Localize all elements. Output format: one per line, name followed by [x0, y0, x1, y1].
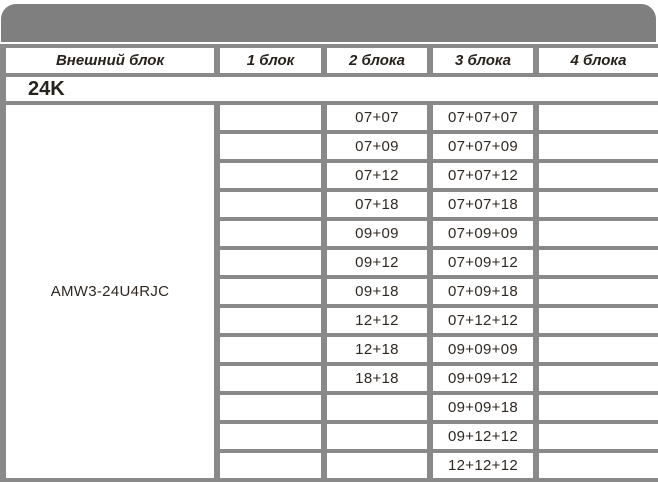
cell-1-block [217, 277, 324, 306]
cell-1-block [217, 335, 324, 364]
panel-header-bar [1, 4, 656, 42]
col-header-1-block: 1 блок [217, 46, 324, 75]
cell-3-blocks: 12+12+12 [430, 451, 536, 480]
cell-2-blocks: 12+18 [324, 335, 430, 364]
table-row [3, 103, 658, 132]
cell-3-blocks: 09+09+09 [430, 335, 536, 364]
cell-4-blocks [536, 451, 658, 480]
cell-4-blocks [536, 306, 658, 335]
cell-4-blocks [536, 161, 658, 190]
capacity-group-row [3, 75, 658, 103]
cell-4-blocks [536, 364, 658, 393]
cell-3-blocks: 07+07+09 [430, 132, 536, 161]
cell-1-block [217, 161, 324, 190]
cell-1-block [217, 103, 324, 132]
cell-4-blocks [536, 248, 658, 277]
cell-2-blocks [324, 393, 430, 422]
cell-1-block [217, 451, 324, 480]
col-header-2-blocks: 2 блока [324, 46, 430, 75]
cell-3-blocks: 07+09+18 [430, 277, 536, 306]
cell-4-blocks [536, 335, 658, 364]
cell-3-blocks: 09+09+18 [430, 393, 536, 422]
cell-2-blocks [324, 422, 430, 451]
cell-3-blocks: 07+07+12 [430, 161, 536, 190]
capacity-group-label: 24K [3, 75, 658, 103]
cell-1-block [217, 422, 324, 451]
cell-1-block [217, 190, 324, 219]
cell-3-blocks: 07+07+07 [430, 103, 536, 132]
cell-4-blocks [536, 103, 658, 132]
cell-1-block [217, 364, 324, 393]
cell-2-blocks: 09+09 [324, 219, 430, 248]
cell-4-blocks [536, 393, 658, 422]
cell-3-blocks: 07+12+12 [430, 306, 536, 335]
cell-1-block [217, 219, 324, 248]
cell-2-blocks: 12+12 [324, 306, 430, 335]
cell-2-blocks: 09+12 [324, 248, 430, 277]
cell-2-blocks: 07+09 [324, 132, 430, 161]
cell-3-blocks: 07+07+18 [430, 190, 536, 219]
cell-2-blocks: 18+18 [324, 364, 430, 393]
cell-1-block [217, 248, 324, 277]
cell-4-blocks [536, 219, 658, 248]
cell-2-blocks: 07+07 [324, 103, 430, 132]
cell-4-blocks [536, 422, 658, 451]
cell-2-blocks: 07+12 [324, 161, 430, 190]
cell-1-block [217, 132, 324, 161]
cell-1-block [217, 306, 324, 335]
cell-2-blocks: 07+18 [324, 190, 430, 219]
cell-4-blocks [536, 190, 658, 219]
cell-4-blocks [536, 277, 658, 306]
col-header-outdoor-unit: Внешний блок [3, 46, 217, 75]
cell-3-blocks: 09+09+12 [430, 364, 536, 393]
cell-3-blocks: 09+12+12 [430, 422, 536, 451]
col-header-4-blocks: 4 блока [536, 46, 658, 75]
cell-4-blocks [536, 132, 658, 161]
cell-2-blocks: 09+18 [324, 277, 430, 306]
cell-1-block [217, 393, 324, 422]
col-header-3-blocks: 3 блока [430, 46, 536, 75]
cell-3-blocks: 07+09+09 [430, 219, 536, 248]
header-row [3, 46, 658, 75]
cell-3-blocks: 07+09+12 [430, 248, 536, 277]
cell-2-blocks [324, 451, 430, 480]
combinations-table [0, 44, 658, 482]
outdoor-unit-model: AMW3-24U4RJC [3, 103, 217, 480]
